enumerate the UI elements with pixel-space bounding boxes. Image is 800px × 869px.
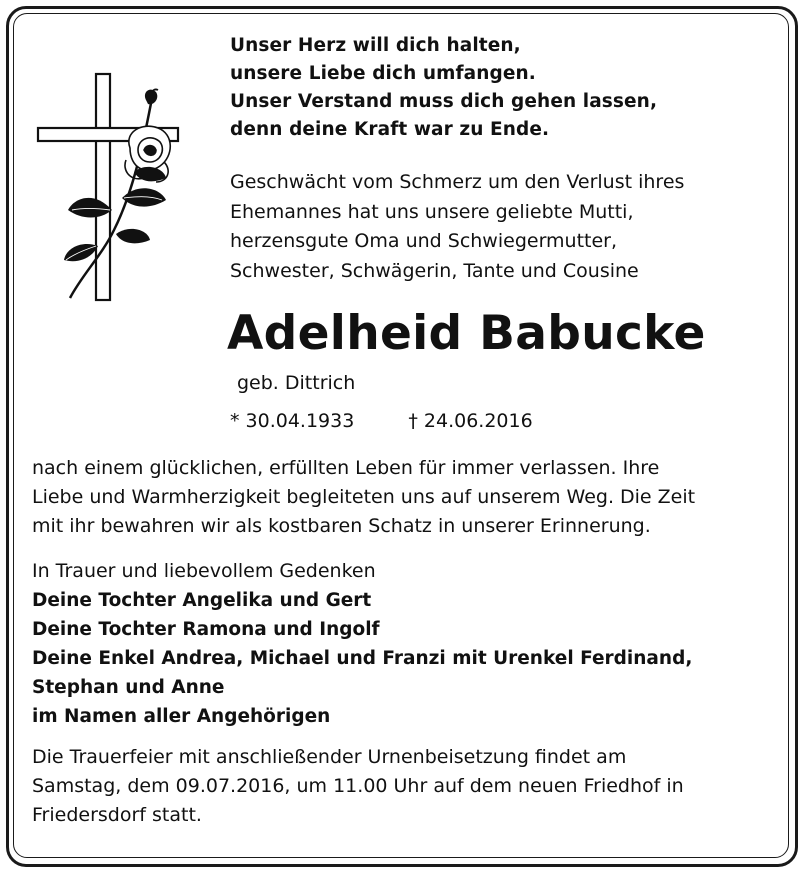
poem-line: denn deine Kraft war zu Ende. (230, 119, 550, 140)
poem-line: Unser Verstand muss dich gehen lassen, (230, 91, 658, 112)
deceased-name: Adelheid Babucke (227, 306, 706, 361)
poem (230, 32, 770, 144)
intro-line: Geschwächt vom Schmerz um den Verlust ihres (230, 171, 685, 193)
cross-with-rose-icon (34, 70, 184, 305)
poem-line: Unser Herz will dich halten, (230, 35, 521, 56)
service-line: Friedersdorf statt. (32, 804, 202, 826)
intro-line: herzensgute Oma und Schwiegermutter, (230, 230, 618, 252)
birth-date: * 30.04.1933 (230, 410, 355, 432)
death-date: † 24.06.2016 (408, 410, 533, 432)
mourner-name: Deine Tochter Angelika und Gert (32, 590, 372, 611)
mourners-intro: In Trauer und liebevollem Gedenken (32, 560, 376, 582)
body-text (32, 454, 780, 541)
service-line: Die Trauerfeier mit anschließender Urnenbeisetzung findet am (32, 746, 627, 768)
intro-line: Schwester, Schwägerin, Tante und Cousine (230, 259, 639, 282)
maiden-name: geb. Dittrich (237, 372, 356, 394)
mourners (32, 557, 780, 731)
life-dates (230, 408, 770, 434)
mourner-name: im Namen aller Angehörigen (32, 706, 331, 727)
mourner-name: Stephan und Anne (32, 677, 225, 698)
service-line: Samstag, dem 09.07.2016, um 11.00 Uhr auf dem neuen Friedhof in (32, 775, 684, 797)
service-info (32, 743, 780, 830)
mourner-name: Deine Enkel Andrea, Michael und Franzi mit Urenkel Ferdinand, (32, 648, 693, 669)
body-line: mit ihr bewahren wir als kostbaren Schatz in unserer Erinnerung. (32, 515, 651, 537)
intro-line: Ehemannes hat uns unsere geliebte Mutti, (230, 200, 634, 223)
body-line: nach einem glücklichen, erfüllten Leben für immer verlassen. Ihre (32, 457, 660, 479)
mourner-name: Deine Tochter Ramona und Ingolf (32, 619, 380, 640)
poem-line: unsere Liebe dich umfangen. (230, 63, 536, 84)
body-line: Liebe und Warmherzigkeit begleiteten uns auf unserem Weg. Die Zeit (32, 486, 696, 508)
intro-text (230, 168, 780, 286)
